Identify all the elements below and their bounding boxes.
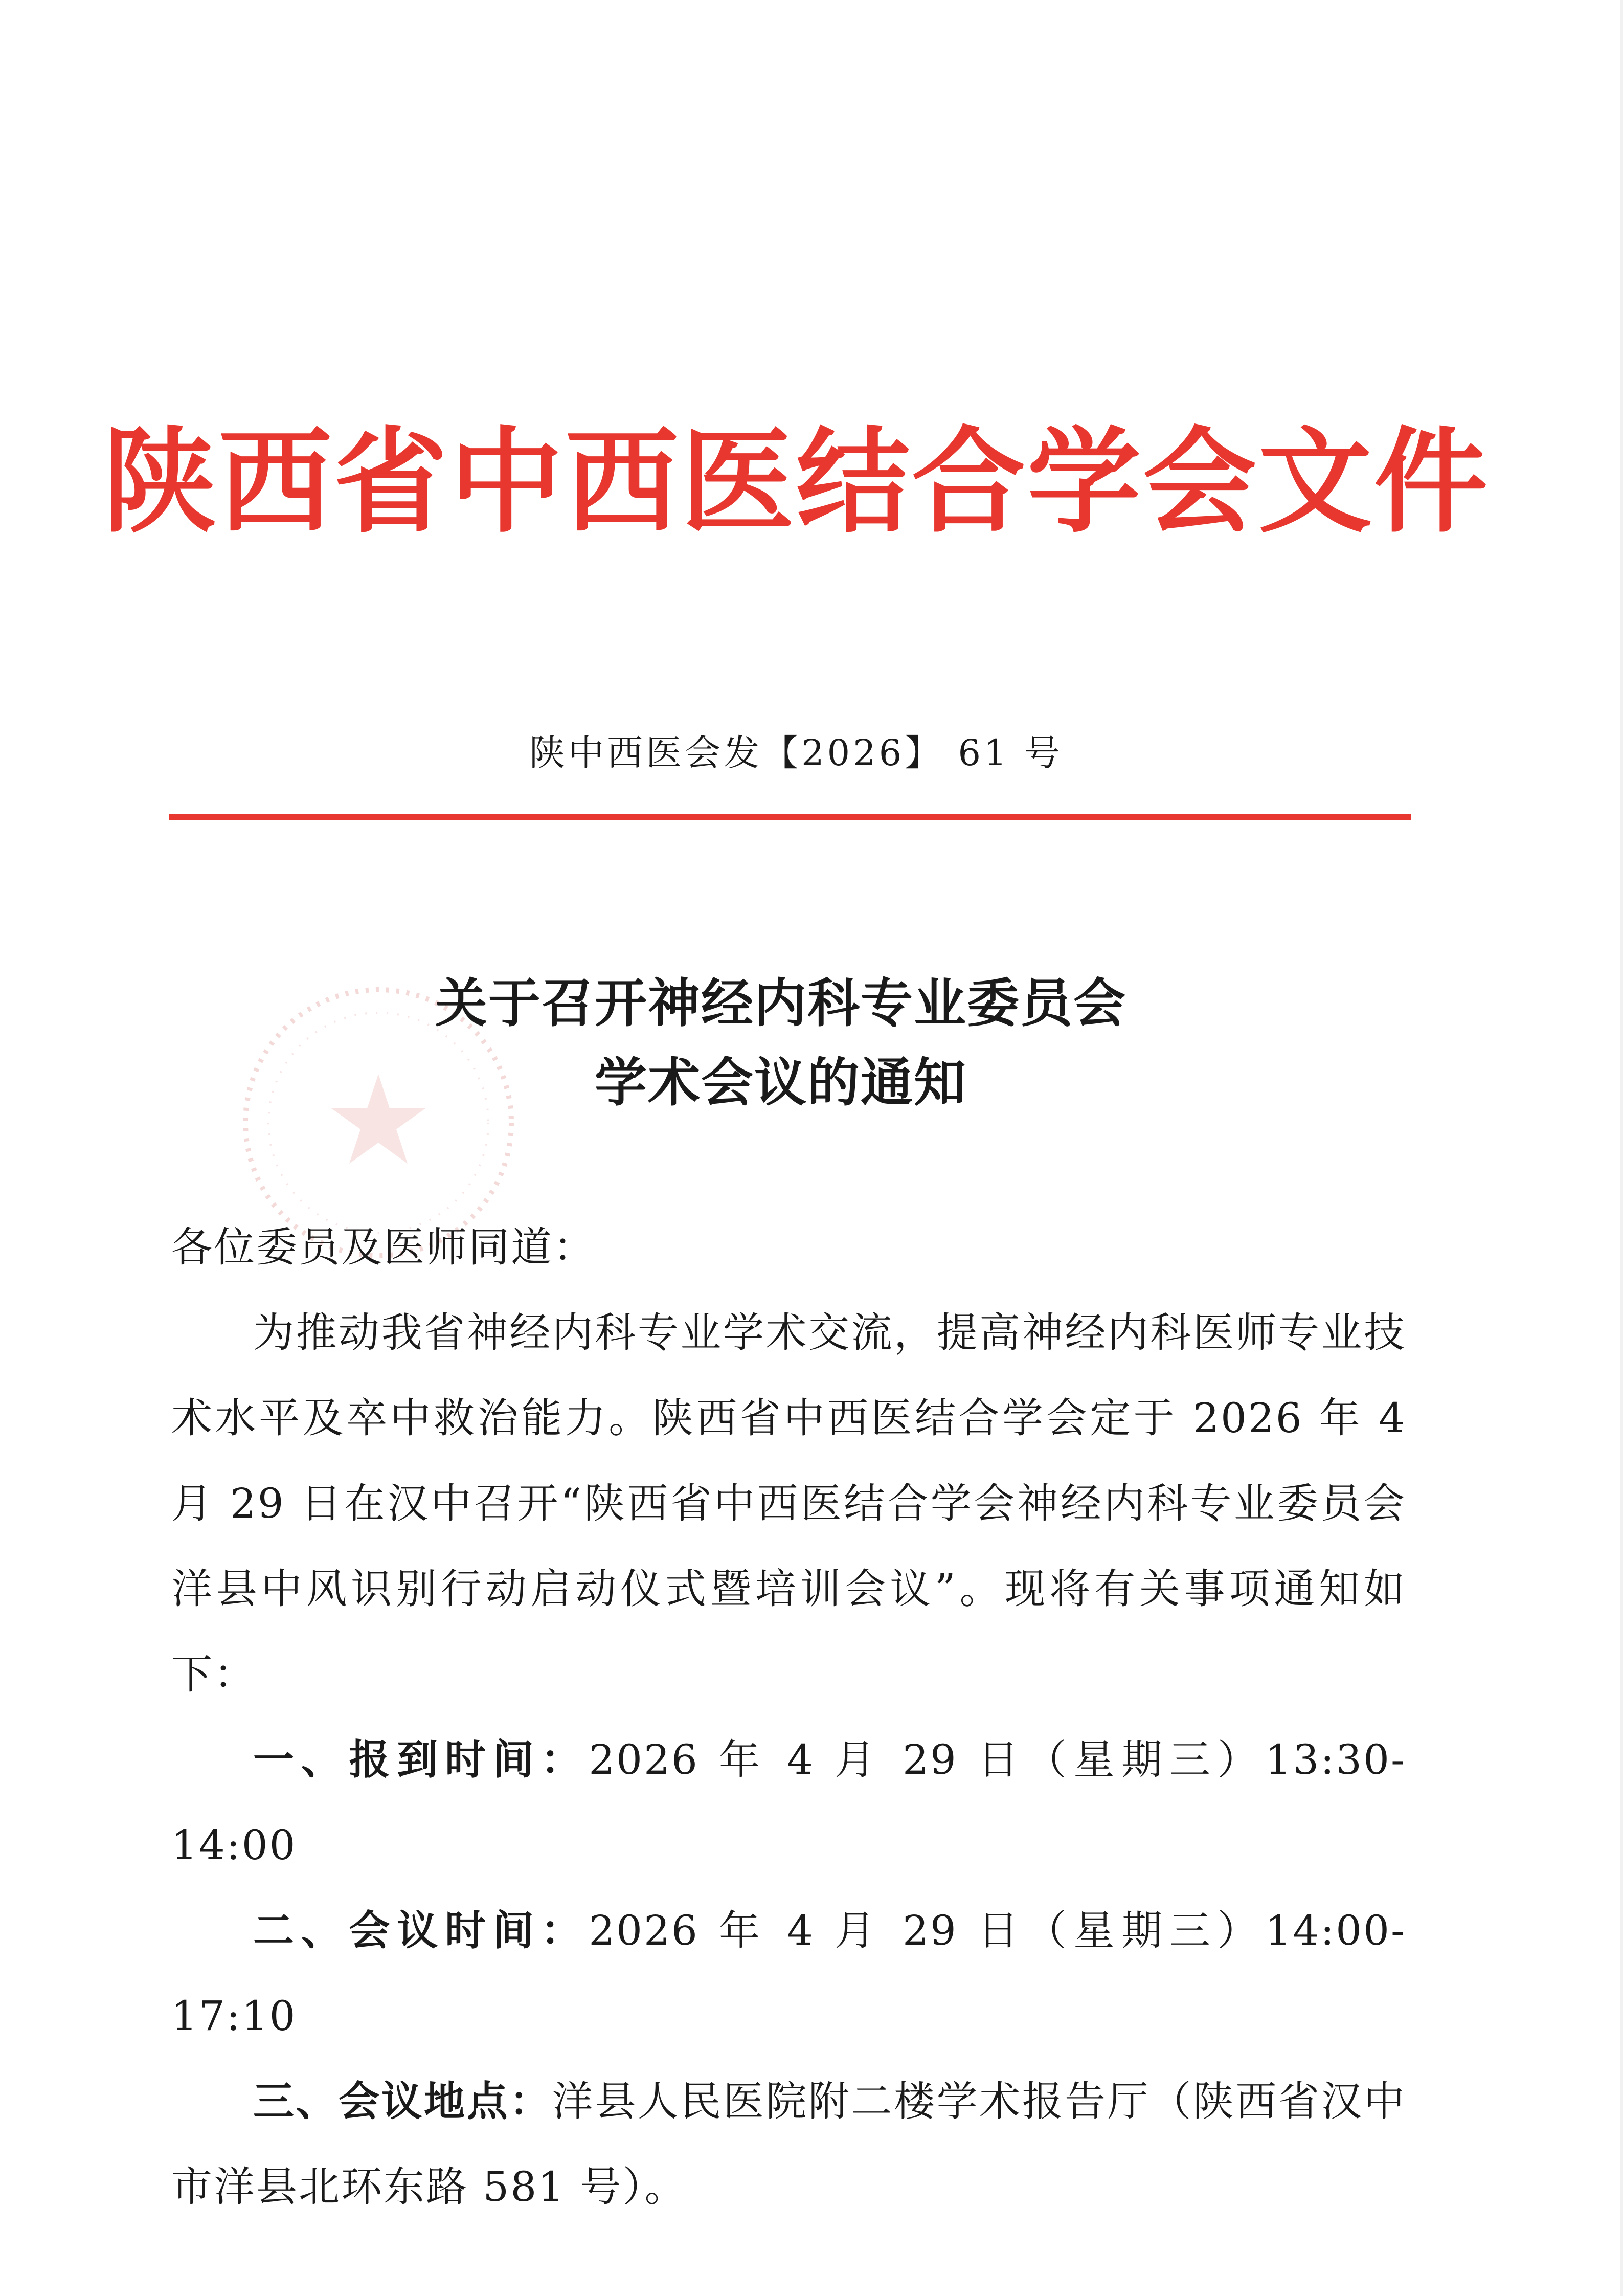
item-meeting-location (171, 2059, 1406, 2230)
item-value: 洋县人民医院附二楼学术报告厅（陕西省汉中市洋县北环东路 581 号）。 (171, 2078, 1407, 2211)
item-value: 2026 年 4 月 29 日（星期三）14:00-17:10 (171, 1907, 1407, 2040)
notice-title (0, 964, 1623, 1123)
masthead-title: 陕西省中西医结合学会文件 (103, 415, 1490, 548)
notice-title-line-2: 学术会议的通知 (595, 1052, 967, 1113)
scan-edge (1620, 0, 1623, 2296)
intro-paragraph: 为推动我省神经内科专业学术交流，提高神经内科医师专业技术水平及卒中救治能力。陕西省中西医结合学会定于 2026 年 4 月 29 日在汉中召开“陕西省中西医结合学会神经内科专业委员会洋县中风识别行动启动仪式暨培训会议”。现将有关事项通知如下： (171, 1309, 1406, 1698)
notice-body (171, 1205, 1406, 2230)
notice-title-line-1: 关于召开神经内科专业委员会 (435, 973, 1126, 1034)
salutation: 各位委员及医师同道： (171, 1223, 596, 1271)
item-registration-time (171, 1717, 1406, 1888)
red-divider-line (169, 814, 1411, 820)
item-value: 2026 年 4 月 29 日（星期三）13:30-14:00 (171, 1736, 1407, 1869)
item-label: 一、报到时间： (253, 1735, 589, 1784)
item-label: 二、会议时间： (253, 1906, 589, 1954)
item-label: 三、会议地点： (253, 2077, 552, 2125)
item-meeting-time (171, 1888, 1406, 2059)
document-number: 陕中西医会发【2026】 61 号 (529, 732, 1063, 774)
